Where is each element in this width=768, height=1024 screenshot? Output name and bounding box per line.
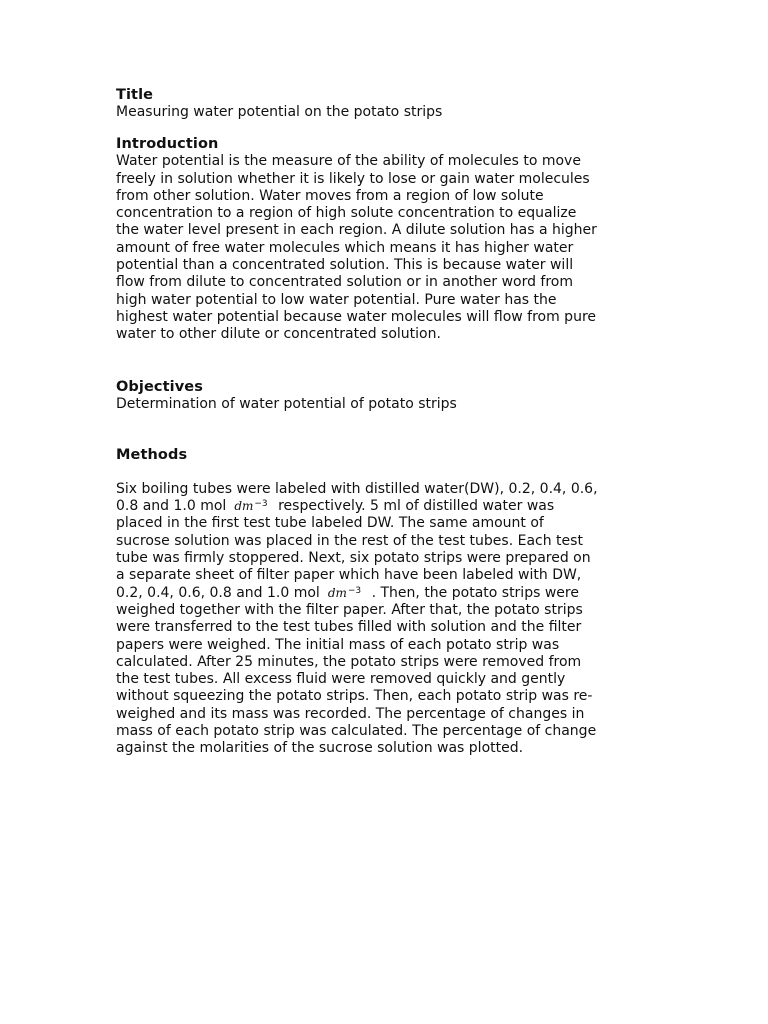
unit-exponent: −3 — [347, 585, 362, 596]
line-text: 0.2, 0.4, 0.6, 0.8 and 1.0 mol — [116, 584, 320, 601]
paragraph-line: potential than a concentrated solution. This is because water will — [116, 257, 574, 274]
introduction-paragraph — [116, 153, 656, 343]
paragraph-line: from other solution. Water moves from a region of low solute — [116, 187, 544, 204]
paragraph-line: placed in the first test tube labeled DW. The same amount of — [116, 515, 544, 532]
paragraph-line: Water potential is the measure of the ability of molecules to move — [116, 153, 581, 170]
unit-base: dm — [327, 585, 347, 600]
paragraph-line: against the molarities of the sucrose solution was plotted. — [116, 740, 524, 757]
paragraph-line: mass of each potato strip was calculated. The percentage of change — [116, 723, 597, 740]
paragraph-line: amount of free water molecules which means it has higher water — [116, 239, 574, 256]
paragraph-line: the water level present in each region. A dilute solution has a higher — [116, 222, 597, 239]
line-text: respectively. 5 ml of distilled water was — [278, 498, 555, 515]
line-text: 0.8 and 1.0 mol — [116, 498, 227, 515]
paragraph-line: were transferred to the test tubes filled with solution and the filter — [116, 619, 582, 636]
line-text: . Then, the potato strips were — [371, 584, 579, 601]
paragraph-line: high water potential to low water potential. Pure water has the — [116, 291, 557, 308]
introduction-heading: Introduction — [116, 136, 219, 153]
paragraph-line: water to other dilute or concentrated solution. — [116, 326, 441, 343]
paragraph-line: papers were weighed. The initial mass of each potato strip was — [116, 636, 560, 653]
objectives-heading: Objectives — [116, 378, 203, 395]
paragraph-line: tube was firmly stoppered. Next, six potato strips were prepared on — [116, 550, 591, 567]
unit-dm-cubed — [234, 498, 267, 515]
unit-exponent: −3 — [254, 499, 268, 510]
paragraph-line: freely in solution whether it is likely to lose or gain water molecules — [116, 170, 590, 187]
paragraph-line: without squeezing the potato strips. Then, each potato strip was re- — [116, 688, 593, 705]
unit-base: dm — [234, 499, 254, 514]
objectives-text: Determination of water potential of potato strips — [116, 395, 457, 412]
methods-paragraph — [116, 481, 656, 758]
methods-heading: Methods — [116, 446, 188, 463]
paragraph-line: calculated. After 25 minutes, the potato strips were removed from — [116, 653, 582, 670]
paragraph-line: flow from dilute to concentrated solution or in another word from — [116, 274, 574, 291]
paragraph-line: highest water potential because water molecules will flow from pure — [116, 308, 597, 325]
paragraph-line: concentration to a region of high solute concentration to equalize — [116, 205, 577, 222]
title-heading: Title — [116, 87, 154, 103]
paragraph-line: weighed and its mass was recorded. The percentage of changes in — [116, 705, 585, 722]
title-text: Measuring water potential on the potato strips — [116, 104, 443, 120]
paragraph-line: the test tubes. All excess fluid were removed quickly and gently — [116, 671, 566, 688]
paragraph-line — [116, 498, 656, 515]
unit-dm-cubed — [328, 585, 361, 602]
paragraph-line — [116, 585, 656, 602]
document-page — [116, 86, 656, 758]
paragraph-line: Six boiling tubes were labeled with distilled water(DW), 0.2, 0.4, 0.6, — [116, 480, 598, 497]
paragraph-line: sucrose solution was placed in the rest of the test tubes. Each test — [116, 532, 583, 549]
paragraph-line: weighed together with the filter paper. After that, the potato strips — [116, 601, 583, 618]
paragraph-line: a separate sheet of filter paper which have been labeled with DW, — [116, 567, 582, 584]
